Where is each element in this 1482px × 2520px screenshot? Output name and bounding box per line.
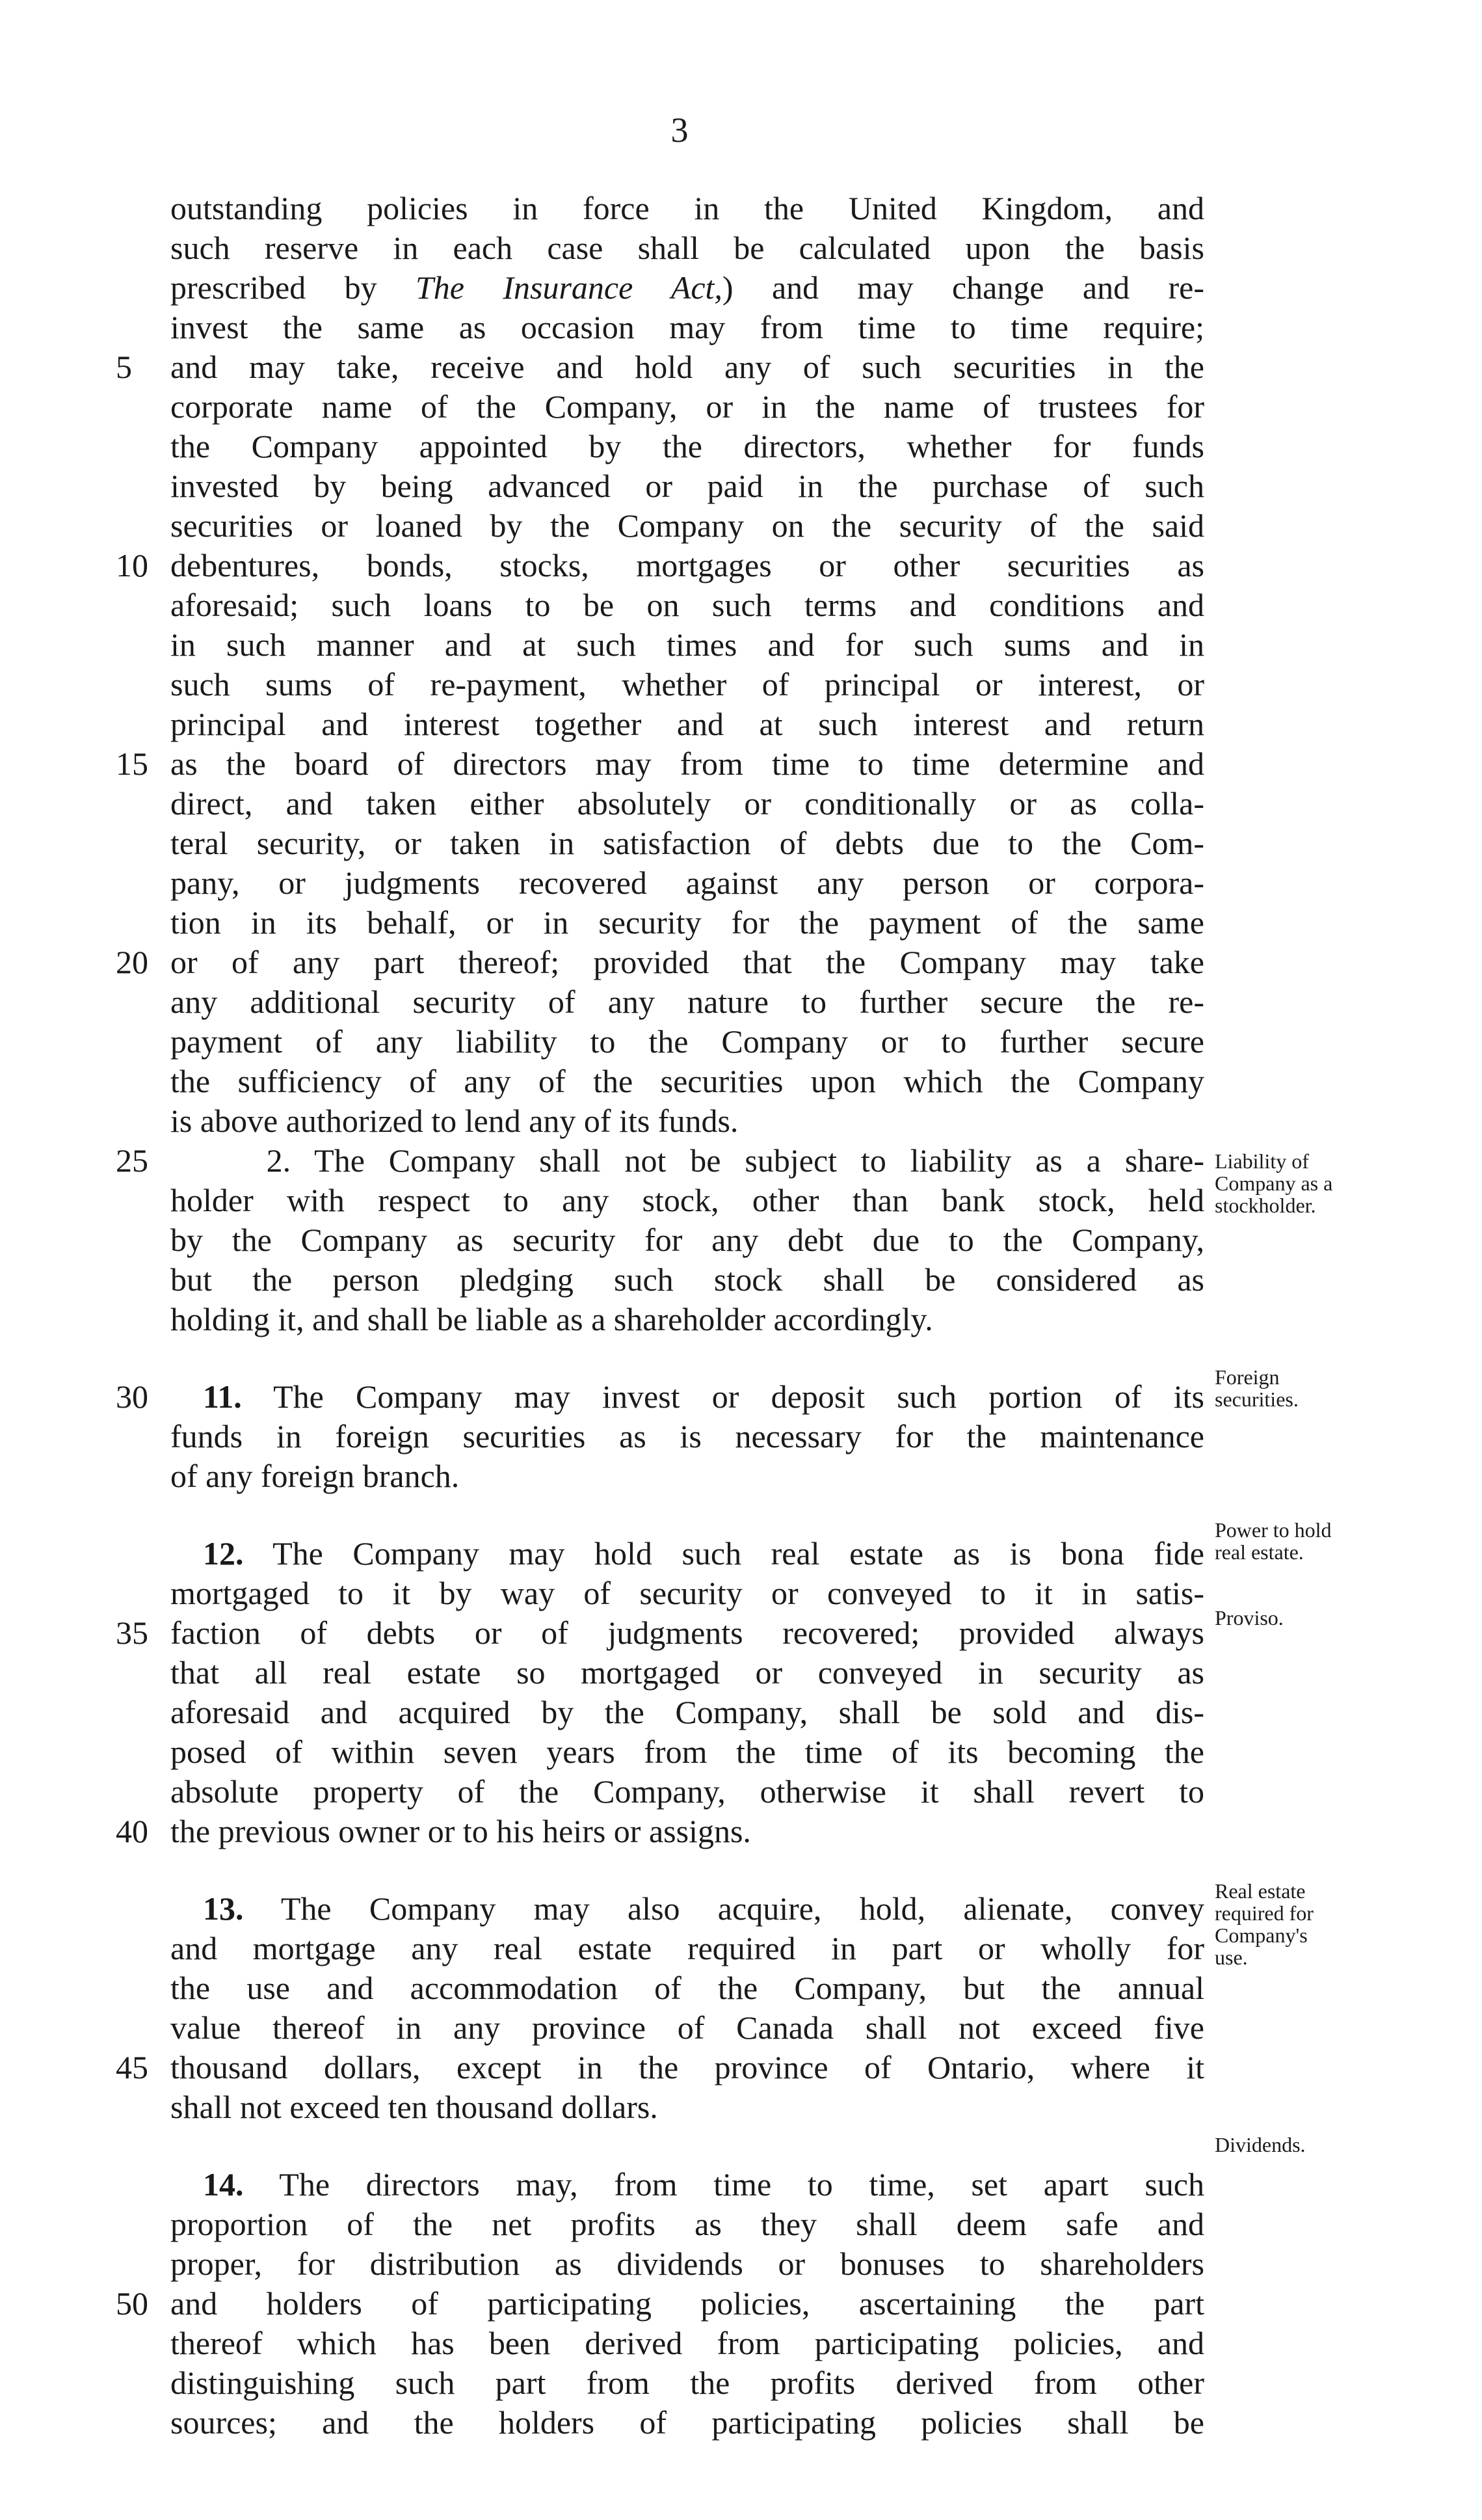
paragraph-gap	[170, 1339, 1204, 1377]
text-line	[170, 1534, 1204, 1574]
text-line	[116, 1377, 1204, 1417]
line-text: direct, and taken either absolutely or conditionally or as colla-	[170, 785, 1204, 822]
line-text: is above authorized to lend any of its funds.	[170, 1103, 739, 1139]
text-line	[170, 903, 1204, 943]
text-line	[170, 427, 1204, 466]
line-text: outstanding policies in force in the United Kingdom, and	[170, 190, 1204, 226]
line-number: 20	[116, 944, 148, 980]
line-text: by the Company as security for any debt due to the Company,	[170, 1222, 1204, 1258]
line-text: proportion of the net profits as they shall deem safe and	[170, 2206, 1204, 2242]
text-line	[170, 1300, 1204, 1339]
line-text: any additional security of any nature to further secure the re-	[170, 984, 1204, 1020]
line-text: tion in its behalf, or in security for the payment of the same	[170, 904, 1204, 941]
margin-note-liability: Liability of Company as a stockholder.	[1215, 1149, 1333, 1217]
act-title: The Insurance Act,	[415, 269, 722, 306]
text-line	[170, 2363, 1204, 2403]
line-text: debentures, bonds, stocks, mortgages or other securities as	[170, 547, 1204, 583]
line-text: in such manner and at such times and for such sums and in	[170, 626, 1204, 663]
section-text: The Company may also acquire, hold, alienate, convey	[243, 1890, 1204, 1927]
line-text: holder with respect to any stock, other than bank stock, held	[170, 1182, 1204, 1218]
line-text: absolute property of the Company, otherwise it shall revert to	[170, 1773, 1204, 1810]
text-line	[170, 1968, 1204, 2008]
line-number: 35	[116, 1615, 148, 1651]
text-line	[170, 1101, 1204, 1141]
line-text: the Company appointed by the directors, whether for funds	[170, 428, 1204, 464]
line-text: posed of within seven years from the time of its becoming the	[170, 1734, 1204, 1770]
margin-note-dividends: Dividends.	[1215, 2133, 1306, 2156]
text-line	[170, 466, 1204, 506]
text-line	[170, 2244, 1204, 2284]
text-line	[116, 1141, 1204, 1181]
line-text: securities or loaned by the Company on the security of the said	[170, 507, 1204, 544]
line-text: funds in foreign securities as is necessary for the maintenance	[170, 1418, 1204, 1454]
line-text: and holders of participating policies, ascertaining the part	[170, 2285, 1204, 2322]
text-line	[170, 1181, 1204, 1220]
text-line	[170, 1574, 1204, 1613]
text-line	[170, 2324, 1204, 2363]
text-line	[116, 1613, 1204, 1653]
section-text: The Company may invest or deposit such portion of its	[241, 1378, 1204, 1415]
section-number: 12.	[203, 1535, 244, 1572]
text-line	[170, 2403, 1204, 2443]
margin-note-real-estate: Power to hold real estate.	[1215, 1518, 1332, 1564]
text-line	[170, 625, 1204, 665]
text-line	[170, 704, 1204, 744]
text-line	[116, 1812, 1204, 1851]
margin-note-real-estate-required: Real estate required for Company's use.	[1215, 1879, 1314, 1969]
text-line	[170, 1062, 1204, 1101]
text-line	[116, 943, 1204, 982]
line-text: 2. The Company shall not be subject to liability as a share-	[170, 1142, 1204, 1179]
line-number: 5	[116, 349, 132, 385]
text-line	[170, 1693, 1204, 1732]
line-text: thereof which has been derived from participating policies, and	[170, 2325, 1204, 2361]
line-text: thousand dollars, except in the province of Ontario, where it	[170, 2049, 1204, 2085]
line-text	[170, 1889, 1204, 1929]
text-line	[170, 268, 1204, 308]
text-line	[170, 506, 1204, 546]
text-line	[116, 546, 1204, 585]
line-text: but the person pledging such stock shall be considered as	[170, 1261, 1204, 1298]
text-line	[170, 1260, 1204, 1300]
line-number: 10	[116, 547, 148, 583]
text-line	[170, 308, 1204, 347]
text-line	[170, 2165, 1204, 2205]
text-line	[116, 347, 1204, 387]
paragraph-gap	[170, 1496, 1204, 1534]
section-number: 14.	[203, 2166, 244, 2203]
section-number: 13.	[203, 1890, 244, 1927]
text-line	[170, 1022, 1204, 1062]
text-line	[170, 1456, 1204, 1496]
text-line	[170, 1732, 1204, 1772]
line-text: and may take, receive and hold any of such securities in the	[170, 349, 1204, 385]
text-after-title: ) and may change and re-	[722, 269, 1204, 306]
text-before-title: prescribed by	[170, 269, 416, 306]
body-text	[116, 189, 1204, 2443]
text-line	[170, 387, 1204, 427]
section-text: The directors may, from time to time, set apart such	[243, 2166, 1204, 2203]
line-text: aforesaid and acquired by the Company, shall be sold and dis-	[170, 1694, 1204, 1730]
line-text: faction of debts or of judgments recovered; provided always	[170, 1615, 1204, 1651]
text-line	[170, 824, 1204, 863]
line-text: aforesaid; such loans to be on such terms and conditions and	[170, 587, 1204, 623]
text-line	[170, 2205, 1204, 2244]
line-text: teral security, or taken in satisfaction of debts due to the Com-	[170, 825, 1204, 861]
line-text: invested by being advanced or paid in the purchase of such	[170, 468, 1204, 504]
line-number: 25	[116, 1142, 148, 1179]
section-text: The Company may hold such real estate as is bona fide	[243, 1535, 1204, 1572]
line-text: of any foreign branch.	[170, 1458, 460, 1494]
line-text	[170, 1377, 1204, 1417]
line-number: 30	[116, 1378, 148, 1415]
line-text: or of any part thereof; provided that the Company may take	[170, 944, 1204, 980]
text-line	[170, 1220, 1204, 1260]
line-text: distinguishing such part from the profits derived from other	[170, 2365, 1204, 2401]
page-number: 3	[670, 111, 689, 150]
line-text: proper, for distribution as dividends or bonuses to shareholders	[170, 2245, 1204, 2282]
line-text: and mortgage any real estate required in part or wholly for	[170, 1930, 1204, 1966]
text-line	[170, 1889, 1204, 1929]
line-text: the sufficiency of any of the securities upon which the Company	[170, 1063, 1204, 1099]
line-number: 15	[116, 745, 148, 782]
line-text: sources; and the holders of participating policies shall be	[170, 2404, 1204, 2441]
text-line	[170, 1417, 1204, 1456]
text-line	[170, 863, 1204, 903]
line-text: that all real estate so mortgaged or conveyed in security as	[170, 1654, 1204, 1691]
line-number: 50	[116, 2285, 148, 2322]
line-text: such sums of re-payment, whether of principal or interest, or	[170, 666, 1204, 703]
section-number: 11.	[203, 1378, 242, 1415]
text-line	[170, 189, 1204, 228]
line-number: 45	[116, 2049, 148, 2085]
text-line	[170, 2008, 1204, 2048]
line-text	[170, 1534, 1204, 1574]
line-text: value thereof in any province of Canada shall not exceed five	[170, 2009, 1204, 2046]
line-text: as the board of directors may from time to time determine and	[170, 745, 1204, 782]
line-text: the previous owner or to his heirs or assigns.	[170, 1813, 751, 1849]
text-line	[116, 2048, 1204, 2087]
line-text: pany, or judgments recovered against any person or corpora-	[170, 865, 1204, 901]
line-text: holding it, and shall be liable as a shareholder accordingly.	[170, 1301, 933, 1337]
paragraph-gap	[170, 1851, 1204, 1889]
text-line	[170, 2087, 1204, 2127]
text-line	[116, 744, 1204, 784]
text-line	[170, 228, 1204, 268]
line-text: shall not exceed ten thousand dollars.	[170, 2089, 658, 2125]
text-line	[170, 665, 1204, 704]
paragraph-gap	[170, 2127, 1204, 2165]
text-line	[170, 982, 1204, 1022]
line-text	[170, 268, 1204, 308]
margin-note-proviso: Proviso.	[1215, 1606, 1284, 1629]
line-text: payment of any liability to the Company or to further secure	[170, 1023, 1204, 1060]
line-number: 40	[116, 1813, 148, 1849]
line-text: mortgaged to it by way of security or conveyed to it in satis-	[170, 1575, 1204, 1611]
line-text: such reserve in each case shall be calculated upon the basis	[170, 230, 1204, 266]
text-line	[170, 1653, 1204, 1693]
margin-note-foreign: Foreign securities.	[1215, 1365, 1299, 1411]
line-text: corporate name of the Company, or in the name of trustees for	[170, 388, 1204, 425]
text-line	[116, 2284, 1204, 2324]
text-line	[170, 585, 1204, 625]
line-text: invest the same as occasion may from time to time require;	[170, 309, 1204, 345]
text-line	[170, 1772, 1204, 1812]
line-text	[170, 2165, 1204, 2205]
text-line	[170, 784, 1204, 824]
text-line	[170, 1929, 1204, 1968]
line-text: the use and accommodation of the Company, but the annual	[170, 1970, 1204, 2006]
line-text: principal and interest together and at such interest and return	[170, 706, 1204, 742]
